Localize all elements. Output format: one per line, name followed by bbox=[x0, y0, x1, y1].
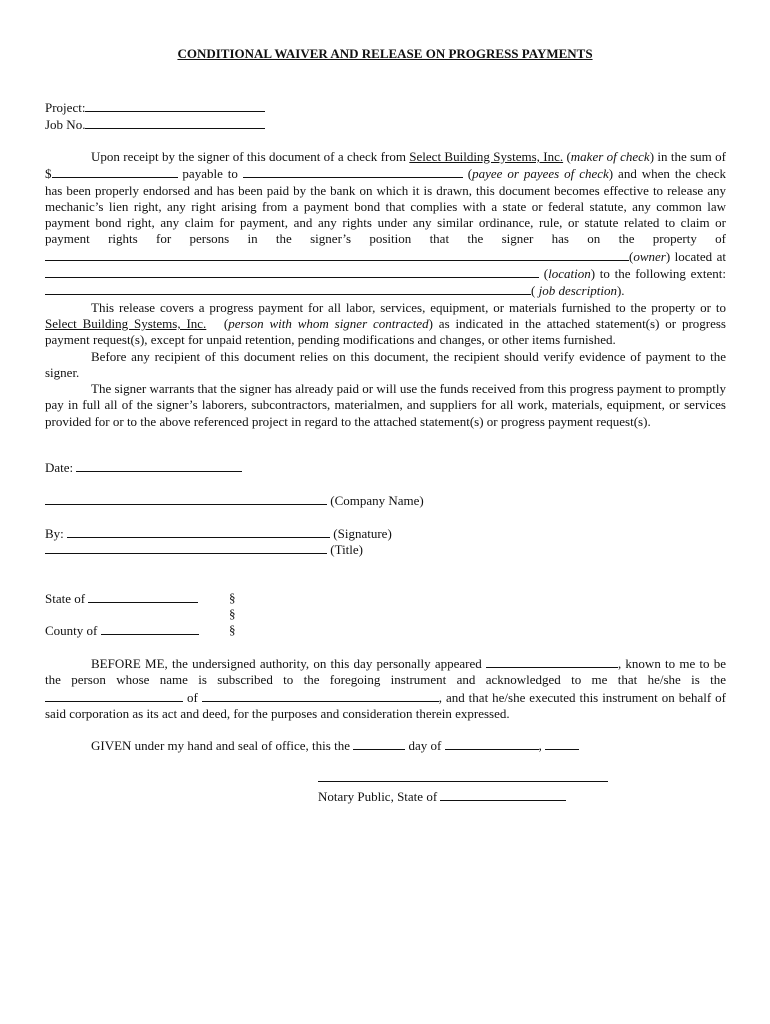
given-month-input[interactable] bbox=[445, 737, 539, 750]
signature-input[interactable] bbox=[67, 525, 330, 538]
contracted-company-name: Select Building Systems, Inc. bbox=[45, 315, 207, 331]
payee-input[interactable] bbox=[243, 165, 463, 178]
maker-of-check-name: Select Building Systems, Inc. bbox=[409, 149, 564, 164]
paragraph-coverage: This release covers a progress payment for all labor, services, equipment, or materials furnished to the property or to Select Building Systems, Inc. (person with whom signer contracted) as indicated in the attached statement(s) or progress payment request(s), except for unpaid retention, pending modifications and changes, or other items furnished. bbox=[45, 299, 726, 348]
notary-public-field: Notary Public, State of bbox=[318, 788, 566, 805]
given-year-input[interactable] bbox=[545, 737, 579, 750]
title-input[interactable] bbox=[45, 541, 327, 554]
notary-acknowledgment: BEFORE ME, the undersigned authority, on this day personally appeared , known to me to be the person whose name is subscribed to the foregoing instrument and acknowledged to me that he/she is the of , and that he/she executed this instrument on behalf of said corporation as its act and deed, for the purposes and consideration therein expressed. bbox=[45, 656, 727, 721]
owner-input[interactable] bbox=[45, 248, 629, 261]
job-number-label: Job No. bbox=[45, 117, 86, 132]
title-field: (Title) bbox=[45, 541, 363, 558]
county-input[interactable] bbox=[101, 622, 199, 635]
officer-title-input[interactable] bbox=[45, 689, 183, 702]
date-input[interactable] bbox=[76, 459, 242, 472]
sum-input[interactable] bbox=[52, 165, 178, 178]
appeared-name-input[interactable] bbox=[486, 655, 618, 668]
job-number-input[interactable] bbox=[85, 116, 265, 129]
project-label: Project: bbox=[45, 100, 86, 115]
section-symbol: § bbox=[229, 590, 236, 605]
county-field: County of bbox=[45, 622, 199, 639]
paragraph-conditions: Upon receipt by the signer of this document of a check from Select Building Systems, Inc. (maker of check) in the sum of $ payable to (payee or payees of check) and when the check has been properly endorsed and has been paid by the bank on which it is drawn, this document becomes effective to release any mechanic’s lien right, any right arising from a payment bond that complies with a state or federal statute, any common law payment bond right, any claim for payment, and any rights under any similar ordinance, rule, or statute related to claim or payment rights for persons in the signer’s position that the signer has on the property of (owner) located at (location) to the following extent: ( job description). bbox=[45, 149, 726, 299]
notary-state-input[interactable] bbox=[440, 788, 566, 801]
job-number-field bbox=[45, 116, 265, 133]
project-input[interactable] bbox=[85, 99, 265, 112]
document-title: CONDITIONAL WAIVER AND RELEASE ON PROGRESS PAYMENTS bbox=[177, 46, 593, 61]
state-input[interactable] bbox=[88, 590, 198, 603]
company-name-input[interactable] bbox=[45, 492, 327, 505]
paragraph-verify: Before any recipient of this document relies on this document, the recipient should verify evidence of payment to the signer. bbox=[45, 348, 726, 380]
section-symbol: § bbox=[229, 606, 236, 621]
corporation-input[interactable] bbox=[202, 689, 439, 702]
paragraph-warranty: The signer warrants that the signer has already paid or will use the funds received from this progress payment to promptly pay in full all of the signer’s laborers, subcontractors, materialmen, and suppliers for all work, materials, equipment, or services provided for or to the above referenced project in regard to the attached statement(s) or progress payment request(s). bbox=[45, 381, 726, 429]
job-description-input[interactable] bbox=[45, 282, 531, 295]
section-symbol: § bbox=[229, 622, 236, 637]
location-input[interactable] bbox=[45, 265, 539, 278]
date-field: Date: bbox=[45, 459, 242, 476]
given-day-input[interactable] bbox=[353, 737, 405, 750]
project-field bbox=[45, 99, 265, 116]
signature-field: By: (Signature) bbox=[45, 526, 392, 541]
notary-signature-line[interactable] bbox=[318, 781, 608, 782]
given-under-hand: GIVEN under my hand and seal of office, this the day of , bbox=[91, 737, 579, 754]
state-field: State of bbox=[45, 590, 198, 607]
release-body bbox=[45, 149, 726, 430]
company-name-field: (Company Name) bbox=[45, 492, 424, 509]
